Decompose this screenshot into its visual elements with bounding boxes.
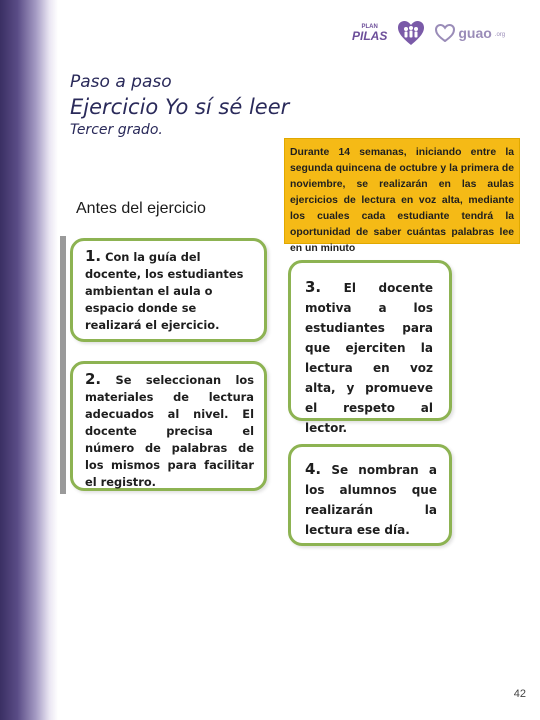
page-header [70, 72, 289, 139]
page-title: Ejercicio Yo sí sé leer [70, 95, 290, 119]
logo-group [352, 18, 505, 48]
step-number: 1. [85, 247, 102, 265]
plan-pilas-logo-text: PILAS [352, 29, 388, 43]
decorative-gray-strip [60, 236, 66, 494]
step-number: 4. [305, 460, 322, 478]
heart-people-logo-icon [397, 20, 425, 46]
section-label: Antes del ejercicio [76, 200, 206, 217]
guao-logo [435, 24, 505, 42]
guao-heart-icon [435, 24, 455, 42]
info-box [284, 138, 520, 254]
plan-pilas-logo [352, 24, 387, 42]
step-card-1 [70, 238, 267, 342]
step-text [305, 277, 433, 438]
step-description: Con la guía del docente, los estudiantes ambientan el aula o espacio donde se realizará el ejercicio. [85, 250, 244, 332]
step-description: Se nombran a los alumnos que realizarán la lectura ese día. [305, 463, 437, 537]
step-number: 2. [85, 370, 102, 388]
step-card-3 [288, 260, 452, 435]
step-card-4 [288, 444, 452, 546]
step-description: Se seleccionan los materiales de lectura adecuados al nivel. El docente precisa el número de palabras de los mismos para facilitar el registro. [85, 373, 254, 489]
guao-logo-text: guao [458, 25, 492, 41]
plan-pilas-logo-small-text: PLAN [361, 24, 378, 30]
step-card-2 [70, 361, 267, 491]
step-text [85, 248, 254, 334]
grade-label: Tercer grado. [70, 122, 163, 138]
info-box-text: Durante 14 semanas, iniciando entre la segunda quincena de octubre y la primera de noviembre, se realizarán en las aulas ejercicios de lectura en voz alta, mediante los cuales cada estudiante tendrá la oportunidad de saber cuántas palabras lee en un minuto [290, 147, 514, 254]
decorative-side-bar [0, 0, 58, 720]
step-number: 3. [305, 278, 322, 296]
step-text [305, 459, 437, 540]
page-number: 42 [513, 688, 526, 700]
step-description: El docente motiva a los estudiantes para que ejerciten la lectura en voz alta, y promueve el respeto al lector. [305, 281, 433, 435]
guao-logo-suffix: .org [494, 32, 506, 38]
page-subtitle: Paso a paso [70, 72, 172, 92]
step-text [85, 371, 254, 491]
